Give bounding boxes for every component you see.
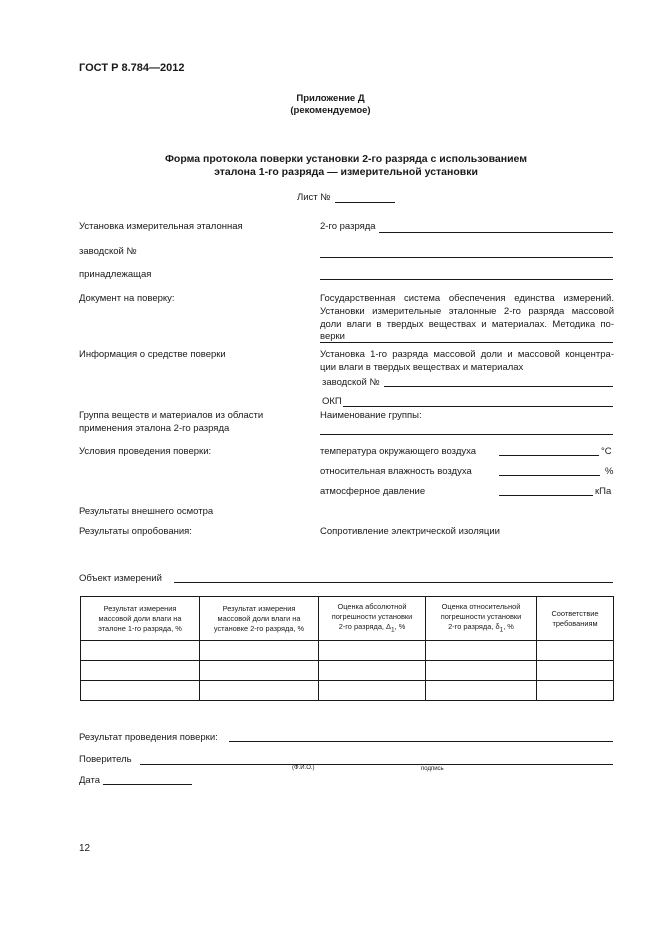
visual-inspection-label: Результаты внешнего осмотра [79,506,214,517]
standard-code: ГОСТ Р 8.784—2012 [79,62,185,74]
result-label: Результат проведения поверки: [79,732,218,743]
installation-label: Установка измерительная эталонная [79,221,243,232]
appendix-subtitle: (рекомендуемое) [290,105,371,116]
table-row [81,681,614,701]
table-row [81,641,614,661]
group-label-line-2: применения эталона 2-го разряда [79,423,230,434]
means-serial-line[interactable] [384,386,613,387]
means-serial-label: заводской № [322,377,380,388]
document-line-2: Установки измерительные эталонные 2-го разряда массовой [320,306,614,317]
humidity-label: относительная влажность воздуха [320,466,472,477]
col-header-etalon-result: Результат измерения массовой доли влаги на эталоне 1-го разряда, % [81,597,200,641]
conditions-label: Условия проведения поверки: [79,446,212,457]
document-line-1: Государственная система обеспечения единства измерений. [320,293,614,304]
pressure-label: атмосферное давление [320,486,426,497]
pressure-unit: кПа [595,486,612,497]
installation-line[interactable] [379,232,613,233]
object-line[interactable] [174,582,613,583]
testing-value: Сопротивление электрической изоляции [320,526,500,537]
document-label: Документ на поверку: [79,293,175,304]
owner-line[interactable] [320,279,613,280]
humidity-unit: % [605,466,614,477]
table-row [81,661,614,681]
temperature-line[interactable] [499,455,599,456]
date-line[interactable] [103,784,192,785]
testing-label: Результаты опробования: [79,526,192,537]
sheet-label: Лист № [297,192,331,203]
pressure-line[interactable] [499,495,593,496]
group-name-line[interactable] [320,434,613,435]
date-label: Дата [79,775,101,786]
page-number: 12 [79,843,91,854]
group-name-label: Наименование группы: [320,410,422,421]
verifier-line[interactable] [140,764,613,765]
means-label: Информация о средстве поверки [79,349,226,360]
serial-label: заводской № [79,246,137,257]
results-table [80,596,614,701]
means-line-1: Установка 1-го разряда массовой доли и массовой концентра- [320,349,614,360]
owner-label: принадлежащая [79,269,152,280]
document-line-4: верки [320,331,345,342]
temperature-unit: °С [601,446,612,457]
col-header-absolute-error: Оценка абсолютной погрешности установки 2-го разряда, $\Delta_1$, % [319,597,426,641]
verifier-label: Поверитель [79,754,132,765]
means-okp-label: ОКП [322,396,342,407]
form-title-line2: эталона 1-го разряда — измерительной установки [214,166,478,178]
means-okp-line[interactable] [343,406,613,407]
table-header-row [81,597,614,641]
humidity-line[interactable] [499,475,600,476]
appendix-title: Приложение Д [296,93,365,104]
serial-line[interactable] [320,257,613,258]
means-line-2: ции влаги в твердых веществах и материалах [320,362,524,373]
fio-caption: (Ф.И.О.) [292,765,315,771]
document-line-3: доли влаги в твердых веществах и материалах. Методика по- [320,319,614,330]
col-header-compliance: Соответствие требованиям [537,597,614,641]
result-line[interactable] [229,741,613,742]
document-underline [320,342,613,343]
col-header-relative-error: Оценка относительной погрешности установки 2-го разряда, $\delta_1$, % [426,597,537,641]
installation-value: 2-го разряда [320,221,376,232]
col-header-installation-result: Результат измерения массовой доли влаги на установке 2-го разряда, % [200,597,319,641]
group-label-line-1: Группа веществ и материалов из области [79,410,264,421]
sheet-number-line[interactable] [335,202,395,203]
signature-caption: подпись [421,766,444,772]
form-title-line1: Форма протокола поверки установки 2-го разряда с использованием [164,153,528,165]
temperature-label: температура окружающего воздуха [320,446,477,457]
object-label: Объект измерений [79,573,162,584]
